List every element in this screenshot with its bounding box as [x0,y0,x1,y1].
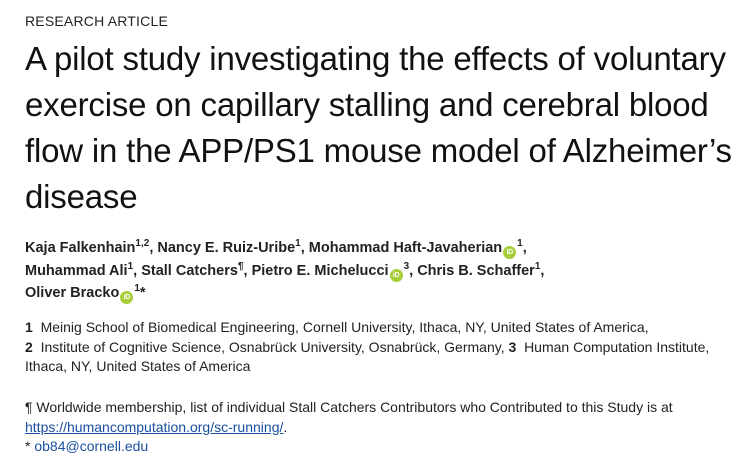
orcid-icon[interactable]: iD [390,269,403,282]
notes: ¶ Worldwide membership, list of individual Stall Catchers Contributors who Contributed to this Study is at https://humancomputation.org/sc-running/. * ob84@cornell.edu [25,399,673,454]
author-affiliation-ref: 3 [403,260,410,272]
author-name[interactable]: Muhammad Ali [25,262,128,279]
author-list: Kaja Falkenhain$^{1,2}$, Nancy E. Ruiz-Uribe$^1$, Mohammad Haft-Javaherian $iD^1$, Muhammad Ali$^1$, Stall Catchers¶, Pietro E. Michelucci $iD^3$, Chris B. Schaffer$^1$, Oliver Bracko $iD^1*$ [25,237,745,305]
correspondence-marker: * [25,438,31,454]
affiliation-number: 2 [25,338,33,355]
membership-note: ¶ Worldwide membership, list of individual Stall Catchers Contributors who Contributed to this Study is at [25,399,673,415]
affiliation-list [25,318,745,377]
contributors-link[interactable]: https://humancomputation.org/sc-running/ [25,418,284,435]
author-affiliation-ref: ¶ [237,260,244,272]
article-type: RESEARCH ARTICLE [25,13,168,29]
author-affiliation-ref: 1 [127,260,134,272]
orcid-icon[interactable]: iD [120,291,133,304]
affiliation-text: Meinig School of Biomedical Engineering, Cornell University, Ithaca, NY, United States of America, [40,319,649,335]
author-name[interactable]: Pietro E. Michelucci [251,262,389,279]
author-name[interactable]: Nancy E. Ruiz-Uribe [157,240,296,256]
affiliation-text: Institute of Cognitive Science, Osnabrück University, Osnabrück, Germany, [40,338,505,355]
author-name[interactable]: Oliver Bracko [25,285,120,301]
author-name[interactable]: Mohammad Haft-Javaherian [308,240,503,256]
author-name[interactable]: Stall Catchers [141,262,238,279]
affiliation-number: 1 [25,319,33,335]
author-name[interactable]: Chris B. Schaffer [417,262,535,279]
article-title: A pilot study investigating the effects of voluntary exercise on capillary stalling and cerebral blood flow in the APP/PS1 mouse model of Alzheimer’s disease [25,40,732,215]
author-affiliation-ref: 1 [517,238,523,249]
orcid-icon[interactable]: iD [503,246,516,259]
author-affiliation-ref: 1 [534,260,541,272]
affiliation-number: 3 [508,338,517,355]
author-name[interactable]: Kaja Falkenhain [25,240,136,256]
author-affiliation-ref: 1 [295,238,301,249]
correspondence-email[interactable]: ob84@cornell.edu [34,438,149,454]
author-affiliation-ref: 1 [134,283,140,294]
author-affiliation-ref: 1,2 [135,238,150,249]
affiliation-text: Human Computation Institute, Ithaca, NY, United States of America [25,338,710,374]
corresponding-marker: * [139,285,146,301]
